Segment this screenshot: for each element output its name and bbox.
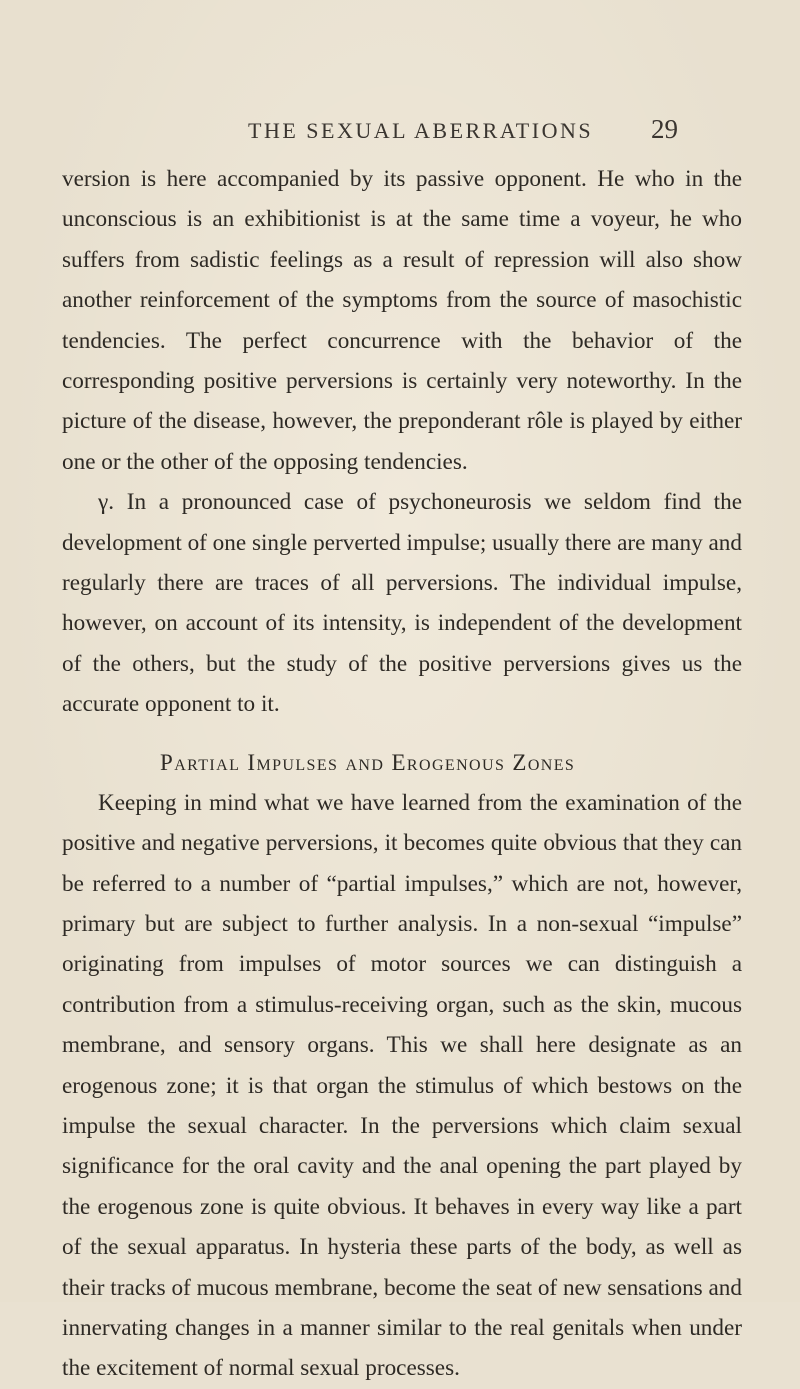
body-text <box>62 159 742 1389</box>
paragraph: Keeping in mind what we have learned from the examination of the positive and negative perversions, it becomes quite obvious that they can be referred to a number of “partial impulses,” which are not, however, primary but are subject to further analysis. In a non-sexual “impulse” originating from impulses of motor sources we can distinguish a contribution from a stimulus-receiving organ, such as the skin, mucous membrane, and sensory organs. This we shall here designate as an erogenous zone; it is that organ the stimulus of which bestows on the impulse the sexual character. In the perversions which claim sexual significance for the oral cavity and the anal opening the part played by the erogenous zone is quite obvious. It behaves in every way like a part of the sexual apparatus. In hysteria these parts of the body, as well as their tracks of mucous membrane, become the seat of new sensations and innervating changes in a manner similar to the real genitals when under the excitement of normal sexual processes. <box>62 789 742 1382</box>
page-number: 29 <box>651 114 678 144</box>
paragraph: γ. In a pronounced case of psychoneurosis we seldom find the development of one single perverted impulse; usually there are many and regularly there are traces of all perversions. The individual impulse, however, on account of its intensity, is independent of the development of the others, but the study of the positive perversions gives us the accurate opponent to it. <box>62 489 742 718</box>
section-heading: Partial Impulses and Erogenous Zones <box>160 749 576 775</box>
running-title: THE SEXUAL ABERRATIONS <box>248 118 594 143</box>
paragraph: version is here accompanied by its passive opponent. He who in the unconscious is an exhibitionist is at the same time a voyeur, he who suffers from sadistic feelings as a result of repression will also show another reinforcement of the symptoms from the source of masochistic tendencies. The perfect concurrence with the behavior of the corresponding positive perversions is certainly very noteworthy. In the picture of the disease, however, the preponderant rôle is played by either one or the other of the opposing tendencies. <box>62 166 742 475</box>
